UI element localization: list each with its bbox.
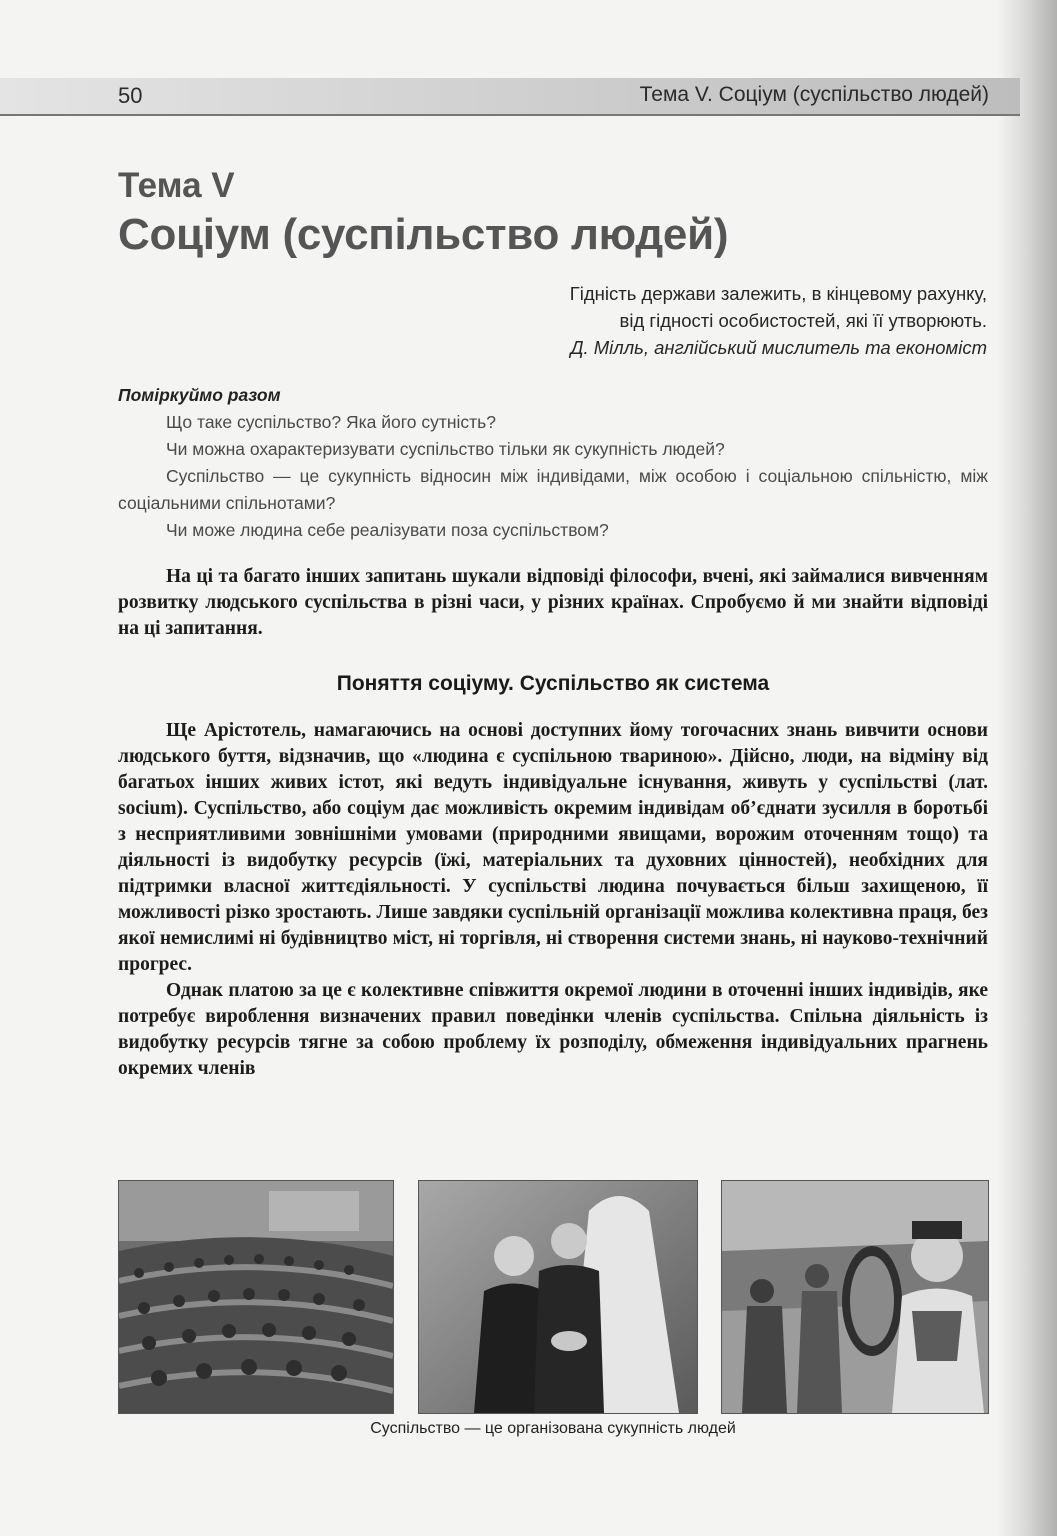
photo-clergy: [418, 1180, 698, 1414]
section-heading: Поняття соціуму. Суспільство як система: [336, 672, 770, 695]
page-edge-shadow: [997, 0, 1057, 1536]
question-item: Чи може людина себе реалізувати поза суспільством?: [166, 520, 609, 540]
page-number: 50: [118, 83, 143, 108]
intro-paragraph: На ці та багато інших запитань шукали відповіді філософи, вчені, які займалися вивченням розвитку людського суспільства в різні часи, у різних країнах. Спробуємо й ми знайти відповіді на ці запитання.: [118, 566, 988, 639]
figure-caption: Суспільство — це організована сукупність людей: [370, 1420, 736, 1437]
body-paragraph: Однак платою за це є колективне співжиття окремої людини в оточенні інших індивідів, яке потребує вироблення визначених правил поведінки членів суспільства. Спільна діяльність із видобутку ресурсів тягне за собою проблему їх розподілу, обмеження індивідуальних прагнень окремих членів: [118, 980, 988, 1079]
body-paragraph: Ще Арістотель, намагаючись на основі доступних йому тогочасних знань вивчити основи людського буття, відзначив, що «людина є суспільною твариною». Дійсно, люди, на відміну від багатьох інших живих істот, які ведуть індивідуальне існування, живуть у суспільстві (лат. socium). Суспільство, або соціум дає можливість окремим індивідам об’єднати зусилля в боротьбі з несприятливими зовнішніми умовами (природними явищами, ворожим оточенням тощо) та діяльності із видобутку ресурсів (їжі, матеріальних та духовних цінностей), необхідних для підтримки власної життєдіяльності. У суспільстві людина почувається більш захищеною, її можливості різко зростають. Лише завдяки суспільній організації можлива колективна праця, без якої немислимі ні будівництво міст, ні торгівля, ні створення системи знань, ні науково-технічний прогрес.: [118, 720, 988, 975]
question-item: Чи можна охарактеризувати суспільство тільки як сукупність людей?: [166, 439, 725, 459]
think-together-block: [118, 382, 988, 544]
photo-parliament: [118, 1180, 394, 1414]
epigraph-line-2: від гідності особистостей, які її утворюють.: [619, 310, 987, 331]
epigraph: [287, 280, 987, 361]
epigraph-author: Д. Мілль, англійський мислитель та економіст: [570, 337, 987, 358]
question-item: Що таке суспільство? Яка його сутність?: [166, 412, 496, 432]
think-together-heading: Поміркуймо разом: [118, 385, 281, 405]
topic-title: Соціум (суспільство людей): [118, 210, 729, 259]
topic-label: Тема V: [118, 166, 235, 205]
epigraph-line-1: Гідність держави залежить, в кінцевому рахунку,: [569, 283, 987, 304]
running-title: Тема V. Соціум (суспільство людей): [639, 83, 989, 106]
question-item: Суспільство — це сукупність відносин між індивідами, між особою і соціальною спільністю, між соціальними спільнотами?: [118, 466, 988, 513]
photo-folk-musicians: [721, 1180, 989, 1414]
body-text: [118, 718, 988, 1082]
